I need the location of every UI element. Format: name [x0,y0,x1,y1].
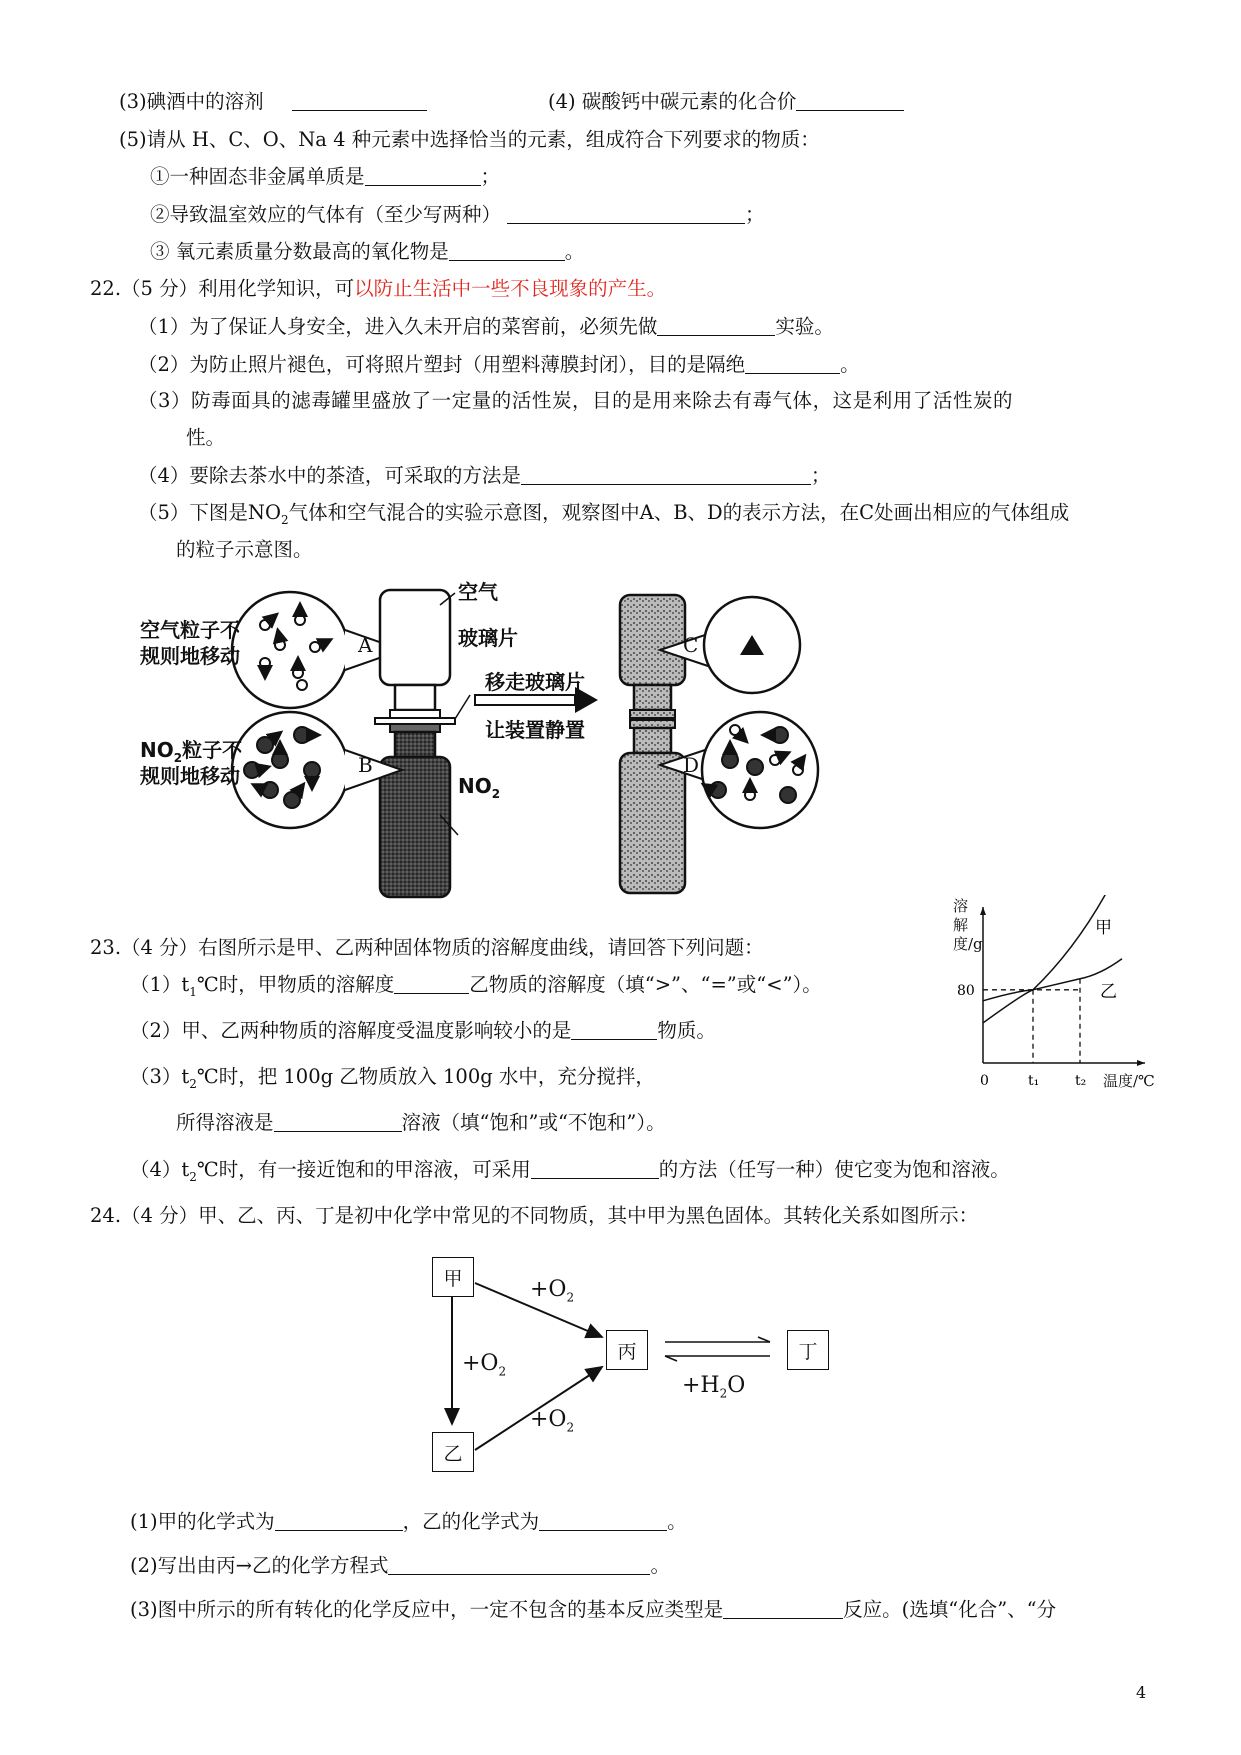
q22-heading-red: 以防止生活中一些不良现象的产生。 [354,277,667,300]
series-label-yi: 乙 [1100,982,1117,1002]
q22-part5 [138,500,1069,526]
answer-blank[interactable] [292,90,427,111]
series-line-jia [983,895,1115,1023]
label-glass: 玻璃片 [458,626,518,650]
subscript: 2 [173,751,183,765]
answer-blank[interactable] [449,240,565,261]
q22-part4-end: ； [810,464,831,487]
answer-blank[interactable] [275,1510,403,1531]
q22-part1-end: 实验。 [775,315,834,338]
q21-sub3-end: 。 [564,240,585,263]
node-bing: 丙 [606,1330,648,1370]
label-a: A [358,633,373,657]
o2-text: +O [530,1277,567,1302]
gas-diffusion-drawing [140,585,900,905]
q22-heading-text: 22.（5 分）利用化学知识，可 [90,277,355,300]
node-ding: 丁 [787,1330,829,1370]
gas-diffusion-figure [140,580,900,905]
q22-part1 [138,314,834,340]
subscript: 2 [566,1290,575,1305]
q22-part1-text: （1）为了保证人身安全，进入久未开启的菜窖前，必须先做 [138,315,658,338]
air-particle-circle [232,592,348,708]
no2-caption-line2: 规则地移动 [140,764,240,788]
answer-blank[interactable] [507,203,745,224]
label-o2-left [462,1351,507,1379]
no2-caption-post: 粒子不 [182,738,243,762]
q22-part3-end: 性。 [186,426,226,449]
answer-blank[interactable] [531,1158,659,1179]
y-tick-label: 80 [957,982,975,999]
series-label-jia: 甲 [1095,918,1112,938]
q23-part3-cont-text: 所得溶液是 [176,1111,274,1134]
label-o2-bottom [530,1407,575,1435]
q21-part3-label: (3)碘酒中的溶剂 [119,90,264,113]
air-caption-line1: 空气粒子不 [140,618,240,642]
q21-sub2-text: ②导致温室效应的气体有（至少写两种） [150,203,502,226]
answer-blank[interactable] [745,353,840,374]
label-c: C [683,633,699,657]
q22-part3: （3）防毒面具的滤毒罐里盛放了一定量的活性炭，目的是用来除去有毒气体，这是利用了活性炭的 [138,389,1014,412]
q24-part2-text: (2)写出由丙→乙的化学方程式 [130,1554,389,1577]
q22-part5-text: （5）下图是NO [138,501,281,524]
q22-part2-end: 。 [840,353,860,376]
q24-part1-text-b: ，乙的化学式为 [402,1510,540,1533]
q21-sub1-end: ； [480,165,501,188]
q24-part3 [130,1597,1056,1623]
node-yi: 乙 [432,1432,474,1472]
q21-sub3 [150,239,584,265]
q24-part2-end: 。 [650,1554,670,1577]
y-axis-arrow [980,907,986,915]
q23-part1-end: 乙物质的溶解度（填“>”、“=”或“<”）。 [469,973,822,996]
answer-blank[interactable] [657,315,775,336]
label-h2o [682,1373,746,1401]
q23-part3-end: 溶液（填“饱和”或“不饱和”）。 [401,1111,666,1134]
q24-part3-text: (3)图中所示的所有转化的化学反应中，一定不包含的基本反应类型是 [130,1598,724,1621]
o2-text: +O [530,1407,567,1432]
q22-part3-cont [186,425,225,451]
q21-sub2 [150,202,765,228]
page-number: 4 [1136,1683,1147,1702]
subscript: 2 [498,1364,507,1379]
solubility-chart [945,895,1170,1105]
q23-part4 [130,1157,1010,1183]
y-axis-label: 溶解度/g [953,897,983,953]
label-d: D [683,753,700,777]
q21-sub3-text: ③ 氧元素质量分数最高的氧化物是 [150,240,449,263]
q23-part4-end: 的方法（任写一种）使它变为饱和溶液。 [658,1158,1010,1181]
q23-part4-text-b: ℃时，有一接近饱和的甲溶液，可采用 [196,1158,531,1181]
q22-part5-cont: 的粒子示意图。 [176,538,313,561]
node-jia: 甲 [432,1257,474,1297]
answer-blank[interactable] [571,1019,657,1040]
label-no2 [458,773,500,799]
q23-part3-cont [176,1110,666,1136]
q23-part1 [130,972,822,998]
subscript: 2 [491,787,501,801]
q23-part3-text-b: ℃时，把 100g 乙物质放入 100g 水中，充分搅拌， [196,1065,655,1088]
q23-part3 [130,1064,655,1090]
q21-sub2-end: ； [745,203,765,226]
subscript: 2 [280,512,289,527]
answer-blank[interactable] [365,165,481,186]
q23-part2-text: （2）甲、乙两种物质的溶解度受温度影响较小的是 [130,1019,572,1042]
subscript: 2 [566,1420,575,1435]
x-axis-label: 温度/℃ [1103,1072,1155,1090]
q23-part1-text-b: ℃时，甲物质的溶解度 [196,973,395,996]
q22-part2 [138,352,860,378]
q21-sub1-text: ①一种固态非金属单质是 [150,165,365,188]
subscript: 2 [189,1169,197,1184]
answer-blank[interactable] [388,1554,650,1575]
o2-text: +O [462,1351,499,1376]
q23-part2 [130,1018,716,1044]
q22-part2-text: （2）为防止照片褪色，可将照片塑封（用塑料薄膜封闭），目的是隔绝 [138,353,746,376]
conversion-diagram [430,1255,850,1475]
q24-part2 [130,1553,670,1579]
label-b: B [358,753,373,777]
answer-blank[interactable] [539,1510,667,1531]
no2-caption-pre: NO [140,738,174,762]
q24-part3-end: 反应。(选填“化合”、“分 [843,1598,1057,1621]
q22-heading [90,276,666,302]
arrow-label-top: 移走玻璃片 [485,670,585,694]
q22-part4 [138,463,830,489]
q22-part5-text-b: 气体和空气混合的实验示意图，观察图中A、B、D的表示方法，在C处画出相应的气体组成 [288,501,1070,524]
arrow-label-bottom: 让装置静置 [485,718,585,742]
subscript: 2 [189,1076,197,1091]
q21-sub1 [150,164,500,190]
no2-caption [140,737,242,789]
answer-blank[interactable] [796,90,904,111]
q23-part1-text: （1）t [130,973,190,996]
q24-heading: 24.（4 分）甲、乙、丙、丁是初中化学中常见的不同物质，其中甲为黑色固体。其转化关系如图所示： [90,1204,979,1227]
q22-part4-text: （4）要除去茶水中的茶渣，可采取的方法是 [138,464,521,487]
q21-part4-label: (4) 碳酸钙中碳元素的化合价 [548,90,797,113]
label-no2-text: NO [458,774,492,798]
answer-blank[interactable] [394,973,469,994]
answer-blank[interactable] [274,1111,402,1132]
q21-part3 [119,89,427,115]
subscript: 2 [719,1386,728,1401]
x-axis-arrow [1137,1060,1145,1066]
h2o-text-b: O [727,1373,746,1398]
q23-part3-text: （3）t [130,1065,190,1088]
x-tick-label: t₁ [1028,1073,1040,1089]
answer-blank[interactable] [521,464,811,485]
q24-part1-end: 。 [667,1510,687,1533]
x-tick-label: 0 [980,1073,989,1089]
q24-part1 [130,1509,687,1535]
q24-part1-text: (1)甲的化学式为 [130,1510,275,1533]
q21-part5-intro: (5)请从 H、C、O、Na 4 种元素中选择恰当的元素，组成符合下列要求的物质： [119,128,820,151]
q21-part4 [548,89,904,115]
air-caption [140,617,240,669]
subscript: 1 [189,984,197,999]
answer-blank[interactable] [723,1598,843,1619]
label-air: 空气 [458,580,498,604]
q23-heading: 23.（4 分）右图所示是甲、乙两种固体物质的溶解度曲线，请回答下列问题： [90,936,764,959]
h2o-text: +H [682,1373,720,1398]
label-o2-top [530,1277,575,1305]
q23-part2-end: 物质。 [657,1019,716,1042]
air-caption-line2: 规则地移动 [140,644,240,668]
x-tick-label: t₂ [1075,1073,1087,1089]
q23-part4-text: （4）t [130,1158,190,1181]
